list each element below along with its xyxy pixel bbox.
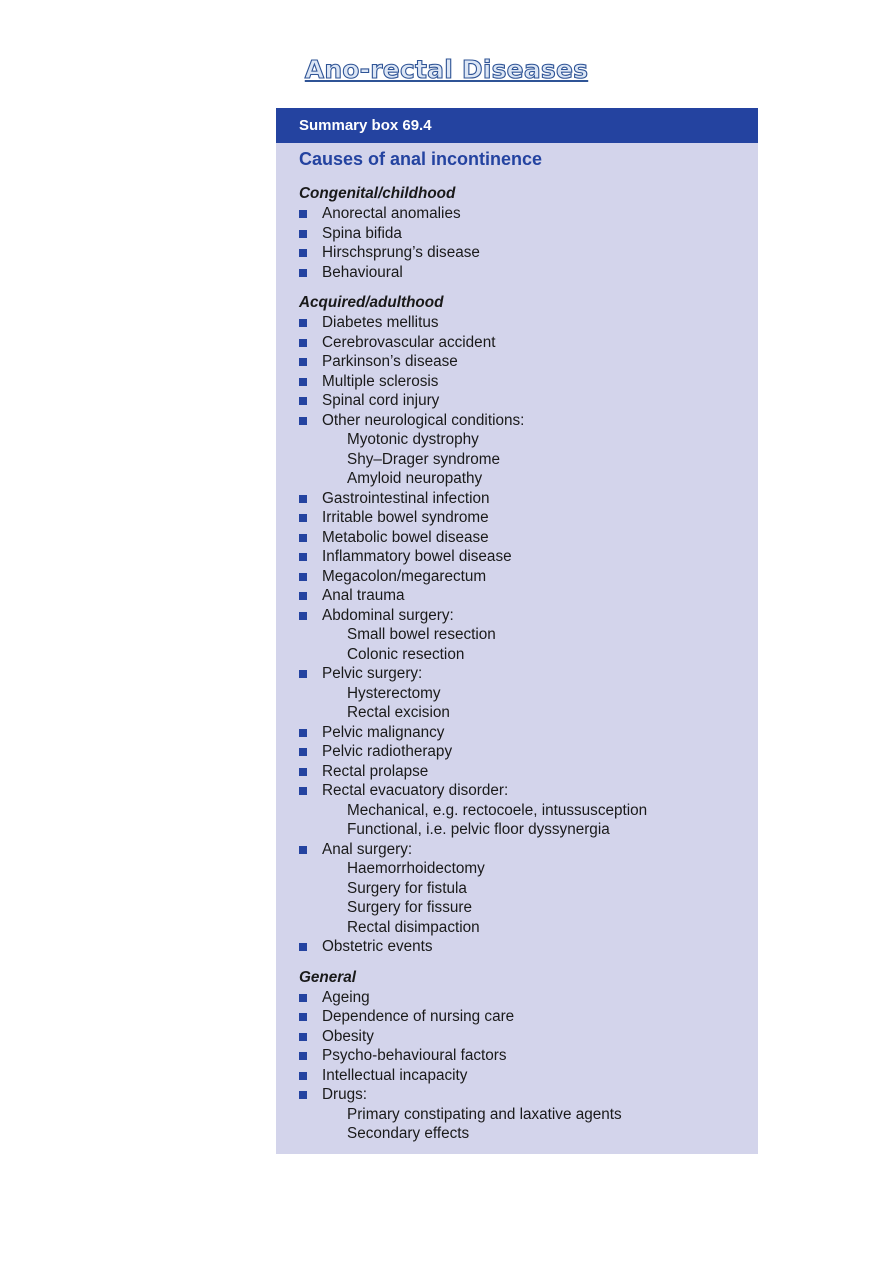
section-title: Congenital/childhood	[299, 185, 456, 202]
list-item	[299, 333, 758, 353]
square-bullet-icon	[299, 417, 307, 425]
square-bullet-icon	[299, 1013, 307, 1021]
summary-box-label: Summary box 69.4	[276, 108, 758, 143]
list-item	[299, 567, 758, 587]
list-item	[299, 1046, 758, 1066]
sub-list-item: Shy–Drager syndrome	[347, 450, 501, 468]
square-bullet-icon	[299, 1033, 307, 1041]
section-title: Acquired/adulthood	[299, 294, 444, 311]
list-item	[299, 372, 758, 392]
square-bullet-icon	[299, 1052, 307, 1060]
list-item-text: Anorectal anomalies	[322, 205, 461, 222]
list-item-text: Drugs:	[322, 1086, 368, 1103]
square-bullet-icon	[299, 397, 307, 405]
section	[299, 184, 758, 282]
square-bullet-icon	[299, 1091, 307, 1099]
list-item	[299, 664, 758, 684]
list-item	[299, 762, 758, 782]
square-bullet-icon	[299, 339, 307, 347]
list-item	[299, 781, 758, 801]
square-bullet-icon	[299, 1072, 307, 1080]
sub-list-item: Rectal disimpaction	[347, 918, 480, 936]
square-bullet-icon	[299, 358, 307, 366]
square-bullet-icon	[299, 768, 307, 776]
list-item-text: Multiple sclerosis	[322, 372, 439, 390]
square-bullet-icon	[299, 592, 307, 600]
summary-box	[276, 108, 758, 1154]
sub-list-item: Mechanical, e.g. rectocoele, intussusception	[347, 801, 648, 819]
square-bullet-icon	[299, 269, 307, 277]
square-bullet-icon	[299, 319, 307, 327]
page-title: Ano-rectal Diseases	[304, 55, 589, 84]
list-item-text: Obstetric events	[322, 938, 433, 955]
square-bullet-icon	[299, 787, 307, 795]
list-item-text: Parkinson’s disease	[322, 353, 458, 370]
list-item	[299, 1027, 758, 1047]
square-bullet-icon	[299, 495, 307, 503]
list-item	[299, 352, 758, 372]
list-item	[299, 508, 758, 528]
list-item-text: Pelvic surgery:	[322, 665, 423, 682]
square-bullet-icon	[299, 514, 307, 522]
list-item-text: Rectal evacuatory disorder:	[322, 782, 509, 799]
square-bullet-icon	[299, 378, 307, 386]
sub-list-item: Myotonic dystrophy	[347, 431, 479, 448]
list-item	[299, 723, 758, 743]
sub-list-item: Primary constipating and laxative agents	[347, 1105, 622, 1123]
list-item	[299, 243, 758, 263]
list-item	[299, 1066, 758, 1086]
sub-list-item: Hysterectomy	[347, 684, 441, 702]
list-item	[299, 586, 758, 606]
list-item-text: Gastrointestinal infection	[322, 489, 490, 507]
list-item-text: Anal trauma	[322, 587, 405, 604]
list-item	[299, 1007, 758, 1027]
list-item-text: Other neurological conditions:	[322, 411, 525, 429]
list-item-text: Irritable bowel syndrome	[322, 509, 489, 526]
square-bullet-icon	[299, 249, 307, 257]
square-bullet-icon	[299, 670, 307, 678]
section-title: General	[299, 968, 356, 986]
list-item-text: Pelvic malignancy	[322, 723, 445, 741]
square-bullet-icon	[299, 534, 307, 542]
list-item	[299, 489, 758, 509]
square-bullet-icon	[299, 748, 307, 756]
list-item	[299, 391, 758, 411]
list-item	[299, 988, 758, 1008]
list-item	[299, 528, 758, 548]
list-item-text: Ageing	[322, 988, 370, 1006]
sub-list-item: Small bowel resection	[347, 626, 496, 643]
list-item	[299, 204, 758, 224]
square-bullet-icon	[299, 994, 307, 1002]
list-item-text: Hirschsprung’s disease	[322, 244, 480, 261]
list-item-text: Cerebrovascular accident	[322, 333, 496, 351]
sub-list-item: Surgery for fistula	[347, 879, 467, 897]
section	[299, 293, 758, 957]
sub-list-item: Functional, i.e. pelvic floor dyssynergia	[347, 821, 610, 838]
list-item-text: Intellectual incapacity	[322, 1066, 468, 1084]
list-item-text: Abdominal surgery:	[322, 606, 454, 624]
square-bullet-icon	[299, 230, 307, 238]
sub-list-item: Secondary effects	[347, 1125, 470, 1142]
sub-list-item: Rectal excision	[347, 704, 450, 721]
list-item-text: Dependence of nursing care	[322, 1008, 515, 1025]
list-item-text: Spinal cord injury	[322, 392, 440, 409]
square-bullet-icon	[299, 612, 307, 620]
sub-list-item: Amyloid neuropathy	[347, 470, 483, 487]
list-item	[299, 411, 758, 431]
square-bullet-icon	[299, 573, 307, 581]
list-item-text: Megacolon/megarectum	[322, 567, 487, 585]
square-bullet-icon	[299, 729, 307, 737]
list-item-text: Rectal prolapse	[322, 762, 429, 780]
sub-list-item: Surgery for fissure	[347, 899, 472, 916]
list-item	[299, 263, 758, 283]
list-item-text: Psycho-behavioural factors	[322, 1047, 507, 1064]
list-item	[299, 742, 758, 762]
summary-box-heading: Causes of anal incontinence	[299, 149, 543, 169]
list-item-text: Inflammatory bowel disease	[322, 548, 512, 565]
list-item	[299, 937, 758, 957]
section	[299, 968, 758, 1144]
square-bullet-icon	[299, 553, 307, 561]
square-bullet-icon	[299, 846, 307, 854]
list-item-text: Behavioural	[322, 263, 403, 281]
list-item-text: Spina bifida	[322, 224, 402, 242]
list-item-text: Metabolic bowel disease	[322, 528, 489, 546]
list-item	[299, 840, 758, 860]
list-item	[299, 313, 758, 333]
list-item	[299, 224, 758, 244]
list-item	[299, 1085, 758, 1105]
list-item	[299, 606, 758, 626]
list-item-text: Diabetes mellitus	[322, 314, 439, 331]
list-item-text: Anal surgery:	[322, 840, 413, 858]
summary-box-content	[299, 184, 758, 1144]
square-bullet-icon	[299, 943, 307, 951]
sub-list-item: Haemorrhoidectomy	[347, 860, 485, 877]
list-item-text: Pelvic radiotherapy	[322, 743, 453, 760]
list-item	[299, 547, 758, 567]
sub-list-item: Colonic resection	[347, 645, 465, 663]
square-bullet-icon	[299, 210, 307, 218]
list-item-text: Obesity	[322, 1027, 374, 1045]
